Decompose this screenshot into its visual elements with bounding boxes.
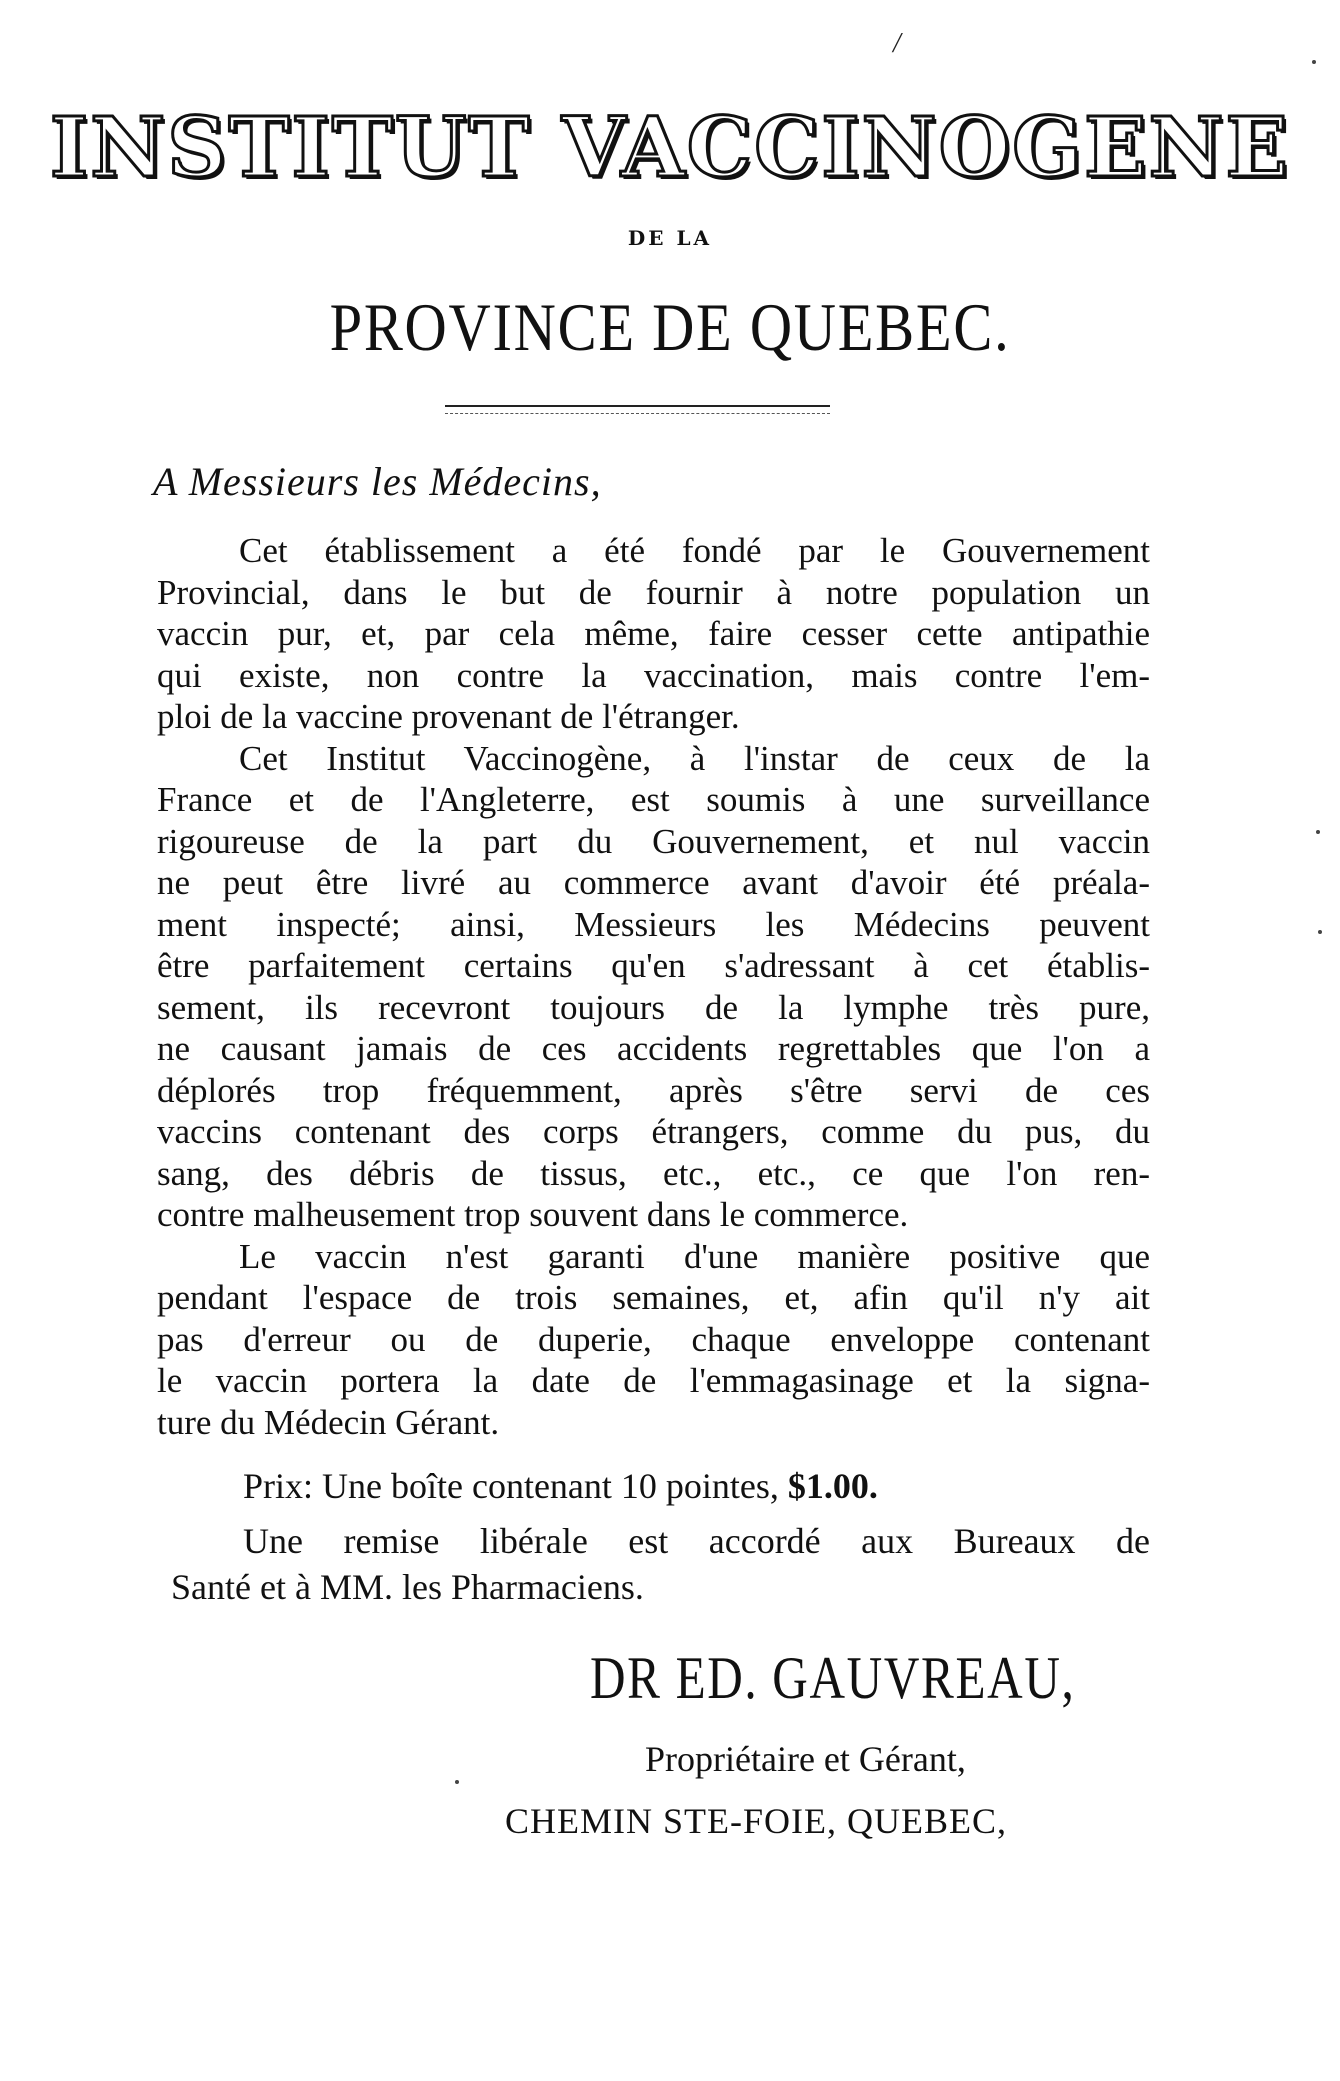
body-line: sement, ils recevront toujours de la lymphe très pure,	[157, 987, 1150, 1027]
body-line: le vaccin portera la date de l'emmagasinage et la signa-	[157, 1361, 1150, 1400]
body-line: ne causant jamais de ces accidents regrettables que l'on a	[157, 1029, 1150, 1068]
body-line: être parfaitement certains qu'en s'adressant à cet établis-	[157, 946, 1150, 985]
price-amount: $1.00.	[787, 1466, 878, 1506]
print-speck	[1318, 930, 1322, 934]
title-connector: DE LA	[627, 226, 713, 250]
paragraph-guarantee	[157, 1236, 1150, 1444]
signer-role: Propriétaire et Gérant,	[645, 1739, 966, 1779]
signer-name: DR ED. GAUVREAU,	[590, 1645, 1076, 1711]
letter-body	[157, 530, 1150, 1443]
province-heading: PROVINCE DE QUEBEC.	[329, 289, 1011, 365]
salutation: A Messieurs les Médecins,	[153, 459, 602, 504]
body-line: pas d'erreur ou de duperie, chaque enveloppe contenant	[157, 1319, 1150, 1359]
print-speck	[455, 1780, 459, 1784]
discount-line: Une remise libérale est accordé aux Bureaux de	[243, 1521, 1150, 1561]
body-line: ment inspecté; ainsi, Messieurs les Médecins peuvent	[157, 904, 1150, 944]
body-line: Le vaccin n'est garanti d'une manière positive que	[239, 1236, 1150, 1276]
discount-line: Santé et à MM. les Pharmaciens.	[171, 1567, 644, 1607]
print-speck	[1316, 830, 1320, 834]
body-line: contre malheusement trop souvent dans le commerce.	[157, 1195, 909, 1234]
institute-title: INSTITUT VACCINOGENE	[49, 100, 1291, 196]
body-line: vaccins contenant des corps étrangers, comme du pus, du	[157, 1112, 1150, 1151]
body-line: ploi de la vaccine provenant de l'étranger.	[157, 697, 740, 736]
page-mark: /	[893, 28, 901, 59]
body-line: rigoureuse de la part du Gouvernement, et nul vaccin	[157, 821, 1150, 861]
body-line: vaccin pur, et, par cela même, faire cesser cette antipathie	[157, 614, 1150, 653]
body-line: ne peut être livré au commerce avant d'avoir été préala-	[157, 863, 1150, 902]
body-line: France et de l'Angleterre, est soumis à une surveillance	[157, 780, 1150, 819]
discount-notice	[157, 1518, 1150, 1610]
price-label: Prix: Une boîte contenant 10 pointes,	[243, 1466, 779, 1506]
body-line: qui existe, non contre la vaccination, mais contre l'em-	[157, 655, 1150, 695]
body-line: déplorés trop fréquemment, après s'être servi de ces	[157, 1070, 1150, 1110]
divider-rule	[445, 405, 830, 414]
price-line	[243, 1465, 878, 1507]
body-line: pendant l'espace de trois semaines, et, afin qu'il n'y ait	[157, 1278, 1150, 1317]
signer-address: CHEMIN STE-FOIE, QUEBEC,	[505, 1801, 1007, 1841]
paragraph-surveillance	[157, 738, 1150, 1236]
print-speck	[1312, 60, 1316, 64]
body-line: ture du Médecin Gérant.	[157, 1402, 500, 1442]
body-line: Provincial, dans le but de fournir à notre population un	[157, 572, 1150, 612]
body-line: Cet établissement a été fondé par le Gouvernement	[239, 531, 1150, 570]
body-line: Cet Institut Vaccinogène, à l'instar de ceux de la	[239, 738, 1150, 778]
body-line: sang, des débris de tissus, etc., etc., ce que l'on ren-	[157, 1153, 1150, 1193]
paragraph-founding	[157, 530, 1150, 738]
